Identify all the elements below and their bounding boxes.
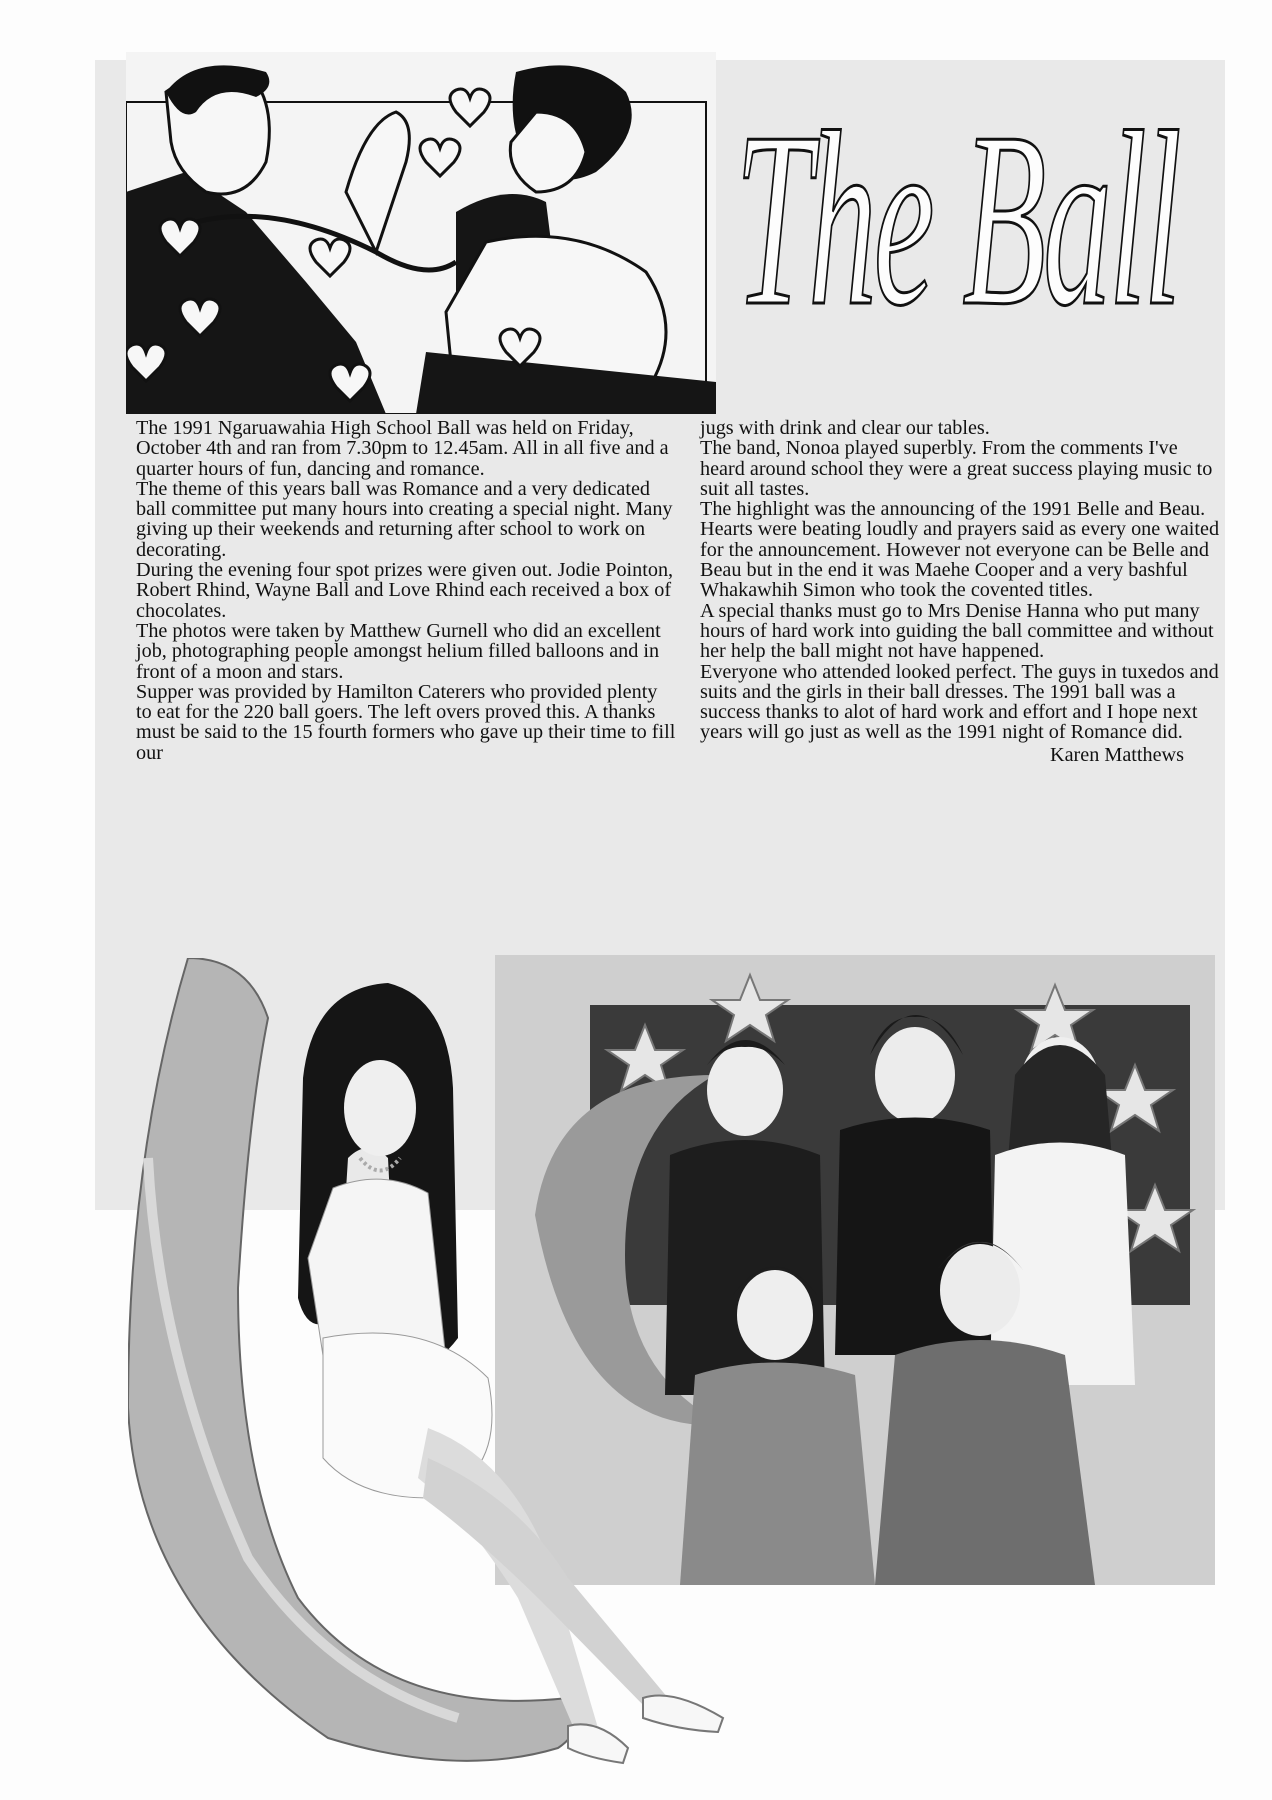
paragraph: The theme of this years ball was Romance and a very dedicated ball committee put many hours into creating a special night. Many giving up their weekends and returning after school to work on decorating. (136, 477, 673, 561)
page-title: The Ball (735, 81, 1179, 358)
paragraph: The band, Nonoa played superbly. From the comments I've heard around school they were a great success playing music to suit all tastes. (700, 437, 1213, 500)
paragraph: The highlight was the announcing of the 1991 Belle and Beau. Hearts were beating loudly and prayers said as every one waited for the announcement. However not everyone can be Belle and Beau but in the end it was Maehe Cooper and a very bashful Whakawhih Simon who took the covented titles. (700, 498, 1220, 602)
belle-on-moon-photo (128, 958, 768, 1788)
paragraph: Everyone who attended looked perfect. The guys in tuxedos and suits and the girls in their ball dresses. The 1991 ball was a success thanks to alot of hard work and effort and I hope next years will go just as well as the 1991 night of Romance did. (700, 660, 1219, 744)
paragraph: During the evening four spot prizes were given out. Jodie Pointon, Robert Rhind, Wayne Ball and Love Rhind each received a box of chocolates. (136, 559, 674, 622)
paragraph: Supper was provided by Hamilton Caterers who provided plenty to eat for the 220 ball goers. The left overs proved this. A thanks must be said to the 15 fourth formers who gave up their time to fill our (136, 680, 676, 764)
paragraph: jugs with drink and clear our tables. (700, 417, 990, 439)
paragraph: A special thanks must go to Mrs Denise Hanna who put many hours of hard work into guiding the ball committee and without her help the ball might not have happened. (700, 599, 1214, 663)
article-column-right (700, 418, 1220, 765)
paragraph: The photos were taken by Matthew Gurnell who did an excellent job, photographing people amongst helium filled balloons and in front of a moon and stars. (136, 619, 661, 683)
dancing-couple-illustration (126, 52, 716, 414)
article-column-left (136, 418, 676, 763)
paragraph: The 1991 Ngaruawahia High School Ball was held on Friday, October 4th and ran from 7.30pm to 12.45am. All in all five and a quarter hours of fun, dancing and romance. (136, 417, 669, 480)
author-byline: Karen Matthews (1050, 743, 1184, 766)
